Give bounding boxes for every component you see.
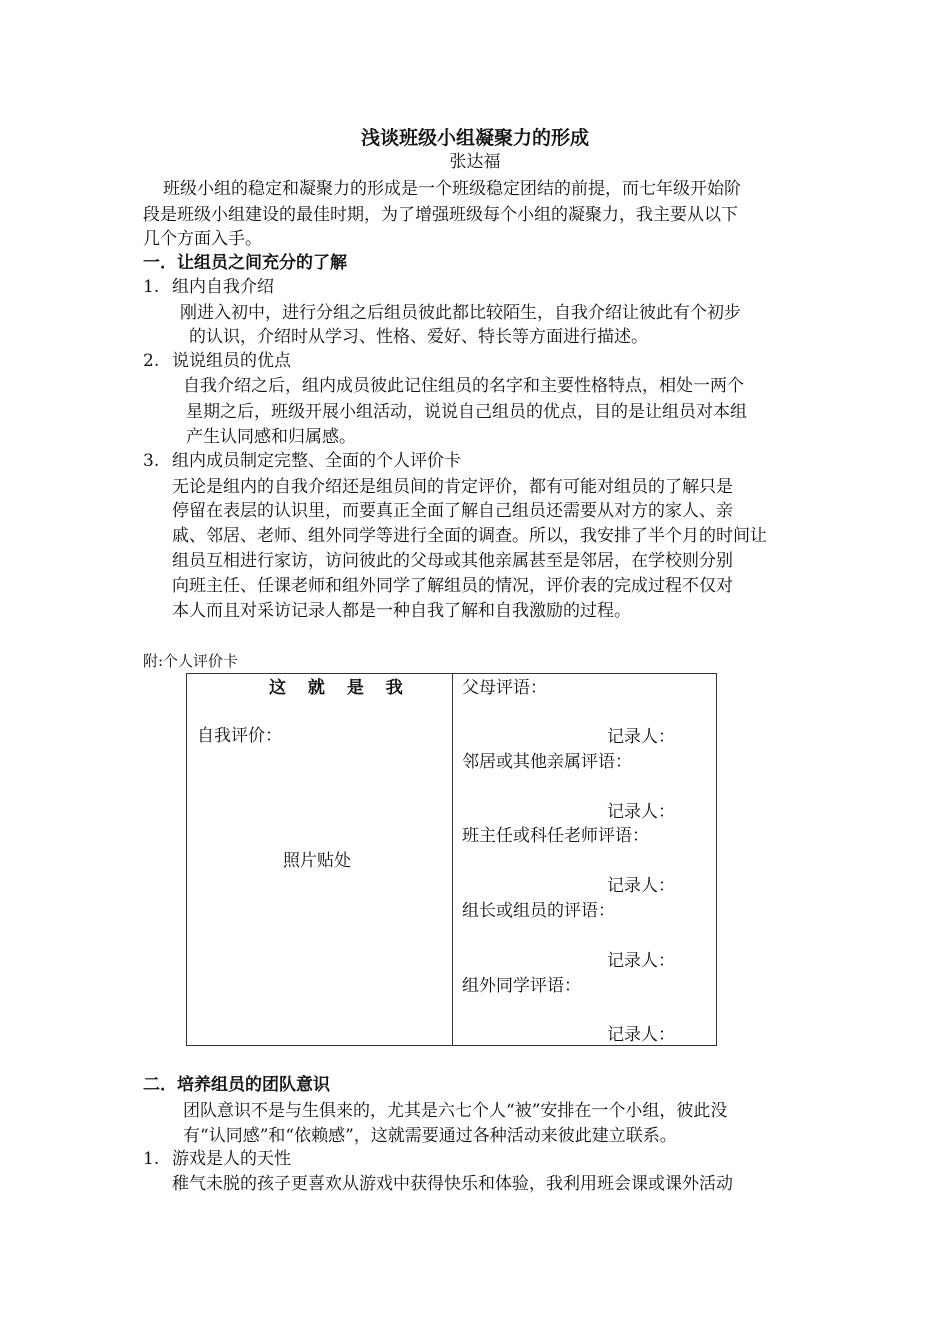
- parent-recorder-label: 记录人：: [607, 727, 675, 747]
- item3-title: 组内成员制定完整、全面的个人评价卡: [172, 451, 461, 471]
- item3-line-2: 停留在表层的认识里，而要真正全面了解自己组员还需要从对方的家人、亲: [172, 501, 733, 521]
- card-divider: [452, 674, 453, 1045]
- attachment-label: 附:个人评价卡: [143, 652, 239, 670]
- classmate-recorder-label: 记录人：: [607, 1025, 675, 1045]
- photo-placeholder: 照片贴处: [283, 851, 351, 871]
- card-title: 这 就 是 我: [269, 678, 411, 698]
- item2-title: 说说组员的优点: [172, 351, 291, 371]
- intro-line-1: 班级小组的稳定和凝聚力的形成是一个班级稳定团结的前提，而七年级开始阶: [163, 179, 741, 199]
- document-title: 浅谈班级小组凝聚力的形成: [360, 127, 589, 149]
- section2-line-1: 团队意识不是与生俱来的，尤其是六七个人“被”安排在一个小组，彼此没: [183, 1101, 728, 1121]
- item2-line-3: 产生认同感和归属感。: [186, 427, 356, 447]
- item3-number: 3.: [143, 451, 160, 471]
- parent-comment-label: 父母评语：: [462, 678, 547, 698]
- teacher-recorder-label: 记录人：: [607, 876, 675, 896]
- section2-item1-line-1: 稚气未脱的孩子更喜欢从游戏中获得快乐和体验，我利用班会课或课外活动: [172, 1174, 733, 1194]
- document-author: 张达福: [449, 152, 501, 172]
- item1-number: 1.: [143, 277, 160, 297]
- item1-title: 组内自我介绍: [172, 277, 274, 297]
- relatives-comment-label: 邻居或其他亲属评语：: [462, 752, 632, 772]
- teacher-comment-label: 班主任或科任老师评语：: [462, 826, 649, 846]
- section2-item1-title: 游戏是人的天性: [172, 1149, 291, 1169]
- classmate-comment-label: 组外同学评语：: [462, 976, 581, 996]
- relatives-recorder-label: 记录人：: [607, 802, 675, 822]
- section2-heading: 二．培养组员的团队意识: [143, 1075, 330, 1095]
- section2-line-2: 有“认同感”和“依赖感”，这就需要通过各种活动来彼此建立联系。: [183, 1126, 677, 1146]
- item2-line-1: 自我介绍之后，组内成员彼此记住组员的名字和主要性格特点，相处一两个: [183, 376, 744, 396]
- item1-line-1: 刚进入初中，进行分组之后组员彼此都比较陌生，自我介绍让彼此有个初步: [180, 303, 741, 323]
- item1-line-2: 的认识，介绍时从学习、性格、爱好、特长等方面进行描述。: [189, 327, 648, 347]
- section2-item1-number: 1.: [143, 1149, 160, 1169]
- item3-line-3: 戚、邻居、老师、组外同学等进行全面的调查。所以，我安排了半个月的时间让: [172, 526, 767, 546]
- intro-line-3: 几个方面入手。: [143, 229, 262, 249]
- item3-line-1: 无论是组内的自我介绍还是组员间的肯定评价，都有可能对组员的了解只是: [172, 477, 733, 497]
- group-comment-label: 组长或组员的评语：: [462, 901, 615, 921]
- section1-heading: 一．让组员之间充分的了解: [143, 253, 347, 273]
- intro-line-2: 段是班级小组建设的最佳时期，为了增强班级每个小组的凝聚力，我主要从以下: [143, 205, 738, 225]
- self-evaluation-label: 自我评价：: [197, 726, 282, 746]
- item3-line-5: 向班主任、任课老师和组外同学了解组员的情况，评价表的完成过程不仅对: [172, 576, 733, 596]
- item2-number: 2.: [143, 351, 160, 371]
- group-recorder-label: 记录人：: [607, 951, 675, 971]
- item3-line-4: 组员互相进行家访，访问彼此的父母或其他亲属甚至是邻居，在学校则分别: [172, 551, 733, 571]
- item2-line-2: 星期之后，班级开展小组活动，说说自己组员的优点，目的是让组员对本组: [186, 402, 747, 422]
- evaluation-card: [186, 673, 717, 1046]
- item3-line-6: 本人而且对采访记录人都是一种自我了解和自我激励的过程。: [172, 601, 631, 621]
